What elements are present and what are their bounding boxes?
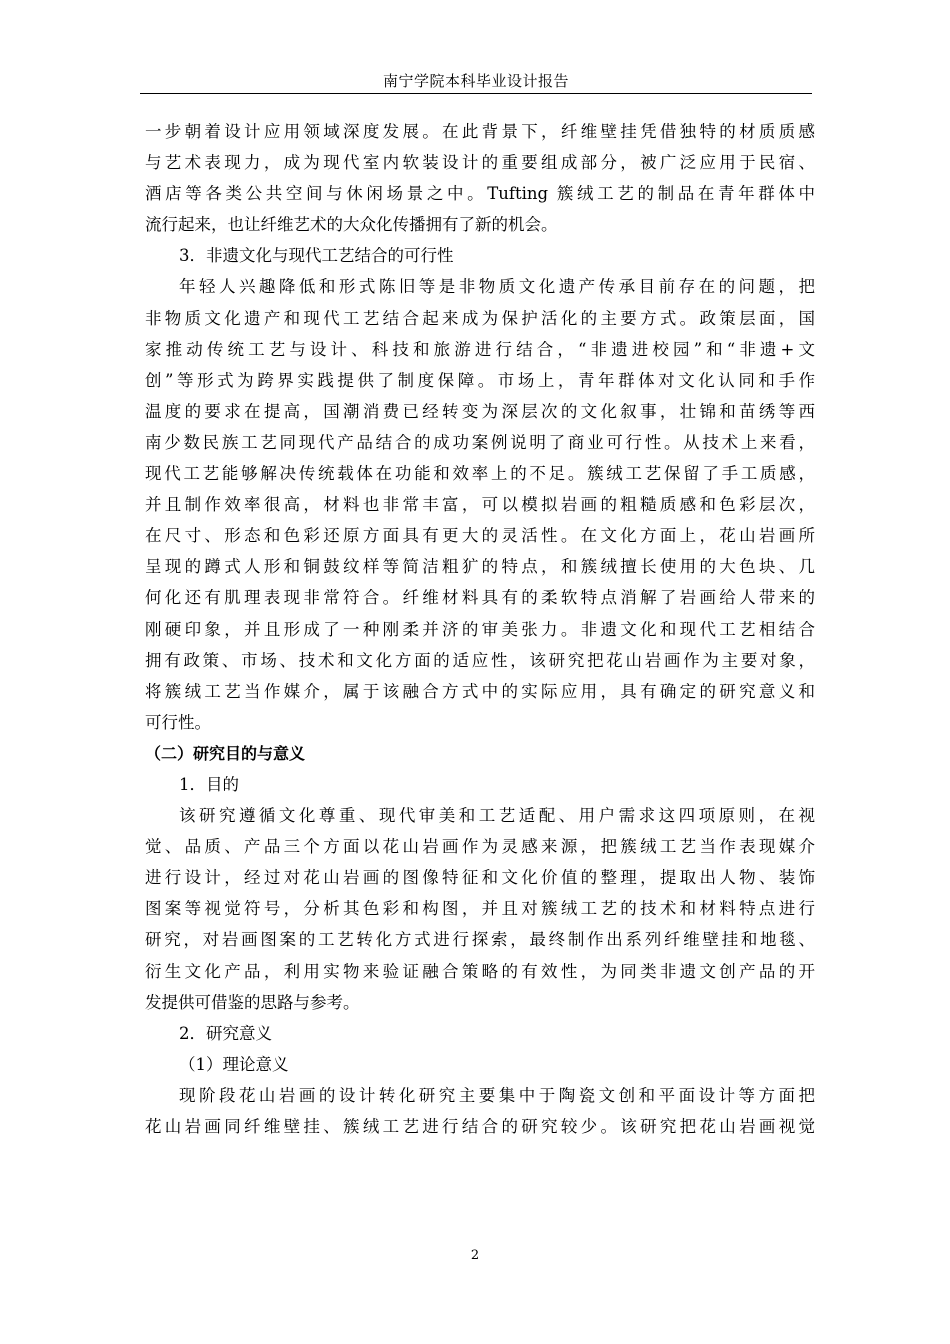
text-line: 年轻人兴趣降低和形式陈旧等是非物质文化遗产传承目前存在的问题，把 (179, 277, 815, 297)
text-line: 刚硬印象，并且形成了一种刚柔并济的审美张力。非遗文化和现代工艺相结合 (145, 619, 815, 639)
text-line: 发提供可借鉴的思路与参考。 (145, 992, 360, 1012)
section-heading: （二）研究目的与意义 (145, 743, 306, 763)
text-line: 现代工艺能够解决传统载体在功能和效率上的不足。簇绒工艺保留了手工质感， (145, 464, 815, 484)
text-line: 并且制作效率很高，材料也非常丰富，可以模拟岩画的粗糙质感和色彩层次， (145, 495, 815, 515)
text-line: 一步朝着设计应用领域深度发展。在此背景下，纤维壁挂凭借独特的材质质感 (145, 122, 815, 141)
text-line: 2．研究意义 (179, 1023, 272, 1043)
text-line: 觉、品质、产品三个方面以花山岩画作为灵感来源，把簇绒工艺当作表现媒介 (145, 837, 815, 857)
text-line: 温度的要求在提高，国潮消费已经转变为深层次的文化叙事，壮锦和苗绣等西 (145, 401, 815, 421)
text-line: 酒店等各类公共空间与休闲场景之中。Tufting 簇绒工艺的制品在青年群体中 (145, 184, 815, 204)
text-line: 与艺术表现力，成为现代室内软装设计的重要组成部分，被广泛应用于民宿、 (145, 153, 815, 173)
text-line: 进行设计，经过对花山岩画的图像特征和文化价值的整理，提取出人物、装饰 (145, 868, 815, 888)
text-line: 3．非遗文化与现代工艺结合的可行性 (179, 246, 454, 266)
text-line: 将簇绒工艺当作媒介，属于该融合方式中的实际应用，具有确定的研究意义和 (145, 681, 815, 701)
text-line: 在尺寸、形态和色彩还原方面具有更大的灵活性。在文化方面上，花山岩画所 (145, 526, 815, 546)
page-number: 2 (470, 1248, 480, 1263)
text-line: 呈现的蹲式人形和铜鼓纹样等简洁粗犷的特点，和簇绒擅长使用的大色块、几 (145, 557, 815, 577)
text-line: 创”等形式为跨界实践提供了制度保障。市场上，青年群体对文化认同和手作 (145, 370, 815, 390)
text-line: 可行性。 (145, 712, 211, 732)
header-divider (140, 93, 812, 94)
text-line: 该研究遵循文化尊重、现代审美和工艺适配、用户需求这四项原则，在视 (179, 806, 815, 826)
text-line: 现阶段花山岩画的设计转化研究主要集中于陶瓷文创和平面设计等方面把 (179, 1085, 815, 1105)
text-line: 研究，对岩画图案的工艺转化方式进行探索，最终制作出系列纤维壁挂和地毯、 (145, 930, 815, 950)
text-line: 拥有政策、市场、技术和文化方面的适应性，该研究把花山岩画作为主要对象， (145, 650, 815, 670)
document-body (145, 116, 815, 1142)
text-line: 非物质文化遗产和现代工艺结合起来成为保护活化的主要方式。政策层面，国 (145, 308, 815, 328)
text-line: 南少数民族工艺同现代产品结合的成功案例说明了商业可行性。从技术上来看， (145, 432, 815, 452)
text-line: 衍生文化产品，利用实物来验证融合策略的有效性，为同类非遗文创产品的开 (145, 961, 815, 981)
text-line: 流行起来，也让纤维艺术的大众化传播拥有了新的机会。 (145, 215, 558, 235)
text-line: 图案等视觉符号，分析其色彩和构图，并且对簇绒工艺的技术和材料特点进行 (145, 899, 815, 919)
text-line: 花山岩画同纤维壁挂、簇绒工艺进行结合的研究较少。该研究把花山岩画视觉 (145, 1117, 815, 1136)
text-line: （1）理论意义 (179, 1054, 289, 1074)
page-header-title: 南宁学院本科毕业设计报告 (382, 72, 569, 90)
text-line: 家推动传统工艺与设计、科技和旅游进行结合，“非遗进校园”和“非遗+文 (145, 339, 815, 359)
text-line: 1．目的 (179, 774, 239, 794)
text-line: 何化还有肌理表现非常符合。纤维材料具有的柔软特点消解了岩画给人带来的 (145, 588, 815, 608)
